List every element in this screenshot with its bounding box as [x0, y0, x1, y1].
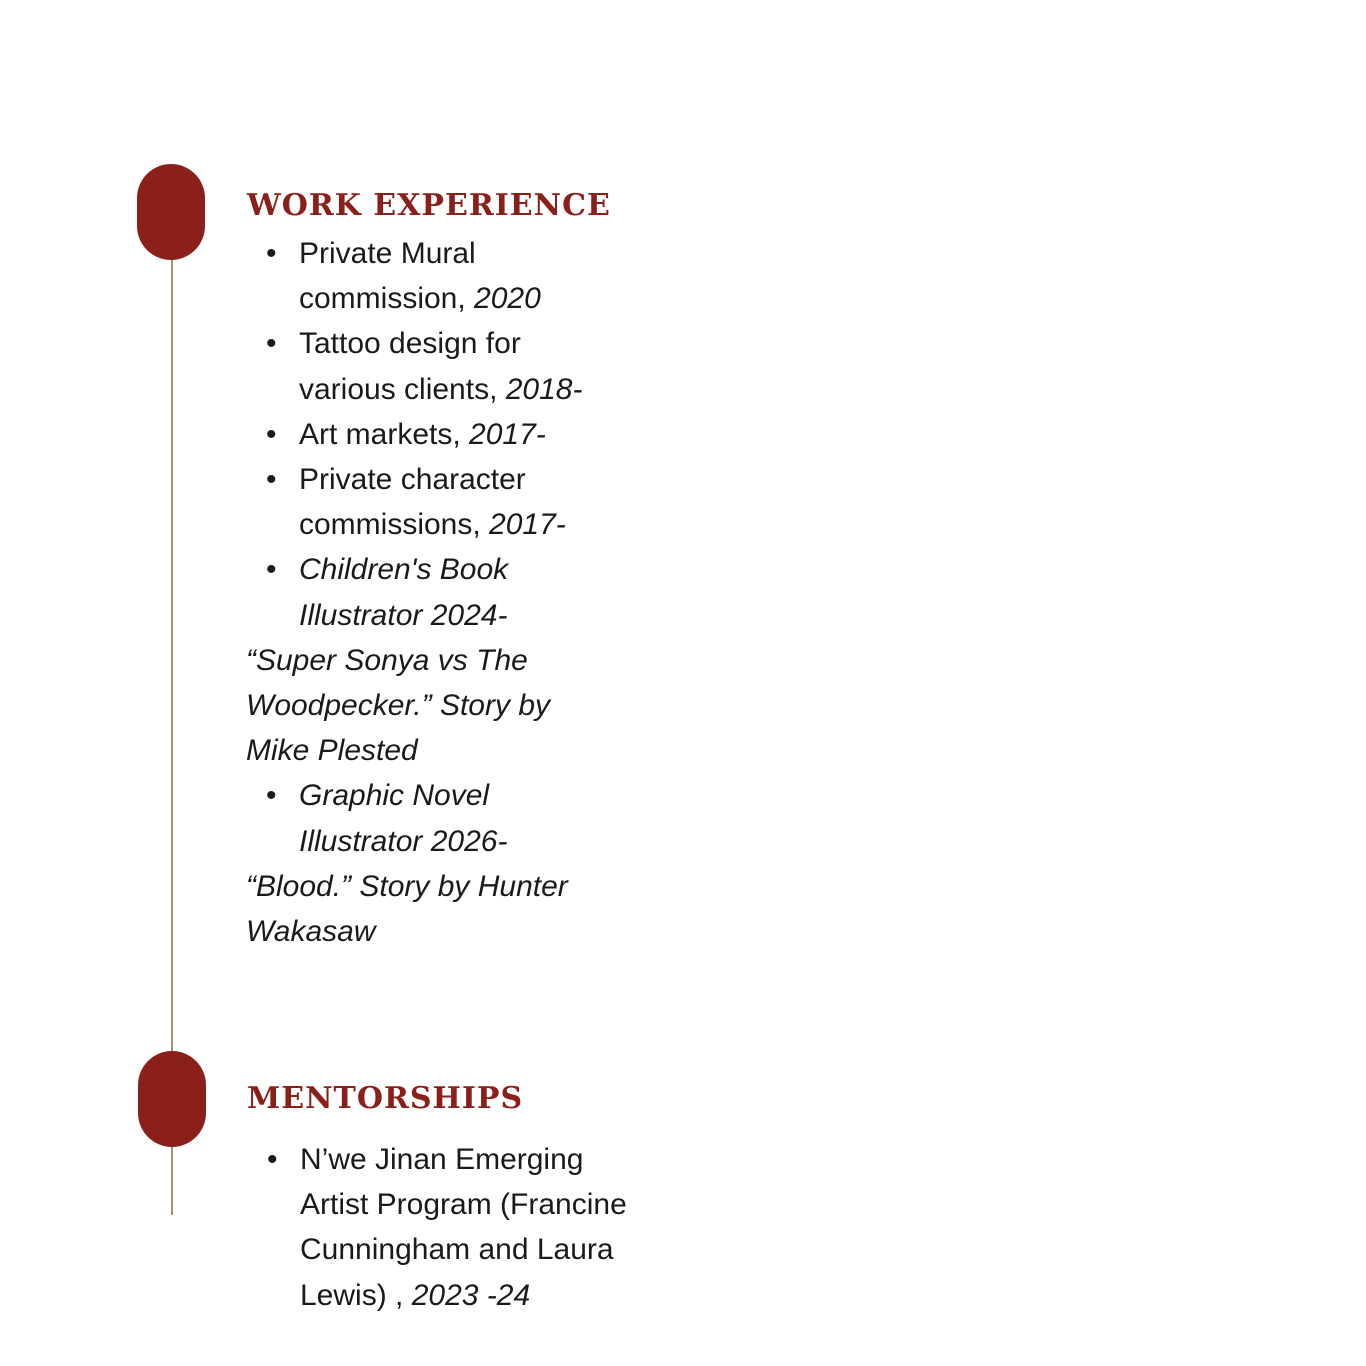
list-item: • Private Mural commission, 2020	[246, 231, 666, 321]
mentorships-heading: MENTORSHIPS	[247, 1081, 524, 1116]
work-experience-list	[246, 231, 666, 954]
timeline-marker-mentorships	[138, 1051, 206, 1147]
list-item: • Art markets, 2017-	[246, 412, 666, 457]
timeline-marker-work	[137, 164, 205, 260]
list-item: • N’we Jinan Emerging Artist Program (Francine Cunningham and Laura Lewis) , 2023 -24	[247, 1137, 687, 1318]
list-item-continuation: “Super Sonya vs The Woodpecker.” Story by Mike Plested	[246, 643, 550, 768]
list-item-continuation: “Blood.” Story by Hunter Wakasaw	[246, 869, 568, 949]
work-experience-heading: WORK EXPERIENCE	[247, 188, 611, 223]
list-item: • Graphic Novel Illustrator 2026-	[246, 773, 666, 863]
list-item: • Private character commissions, 2017-	[246, 457, 666, 547]
mentorships-list	[247, 1137, 687, 1318]
list-item: • Tattoo design for various clients, 2018-	[246, 321, 666, 411]
list-item: • Children's Book Illustrator 2024-	[246, 547, 666, 637]
